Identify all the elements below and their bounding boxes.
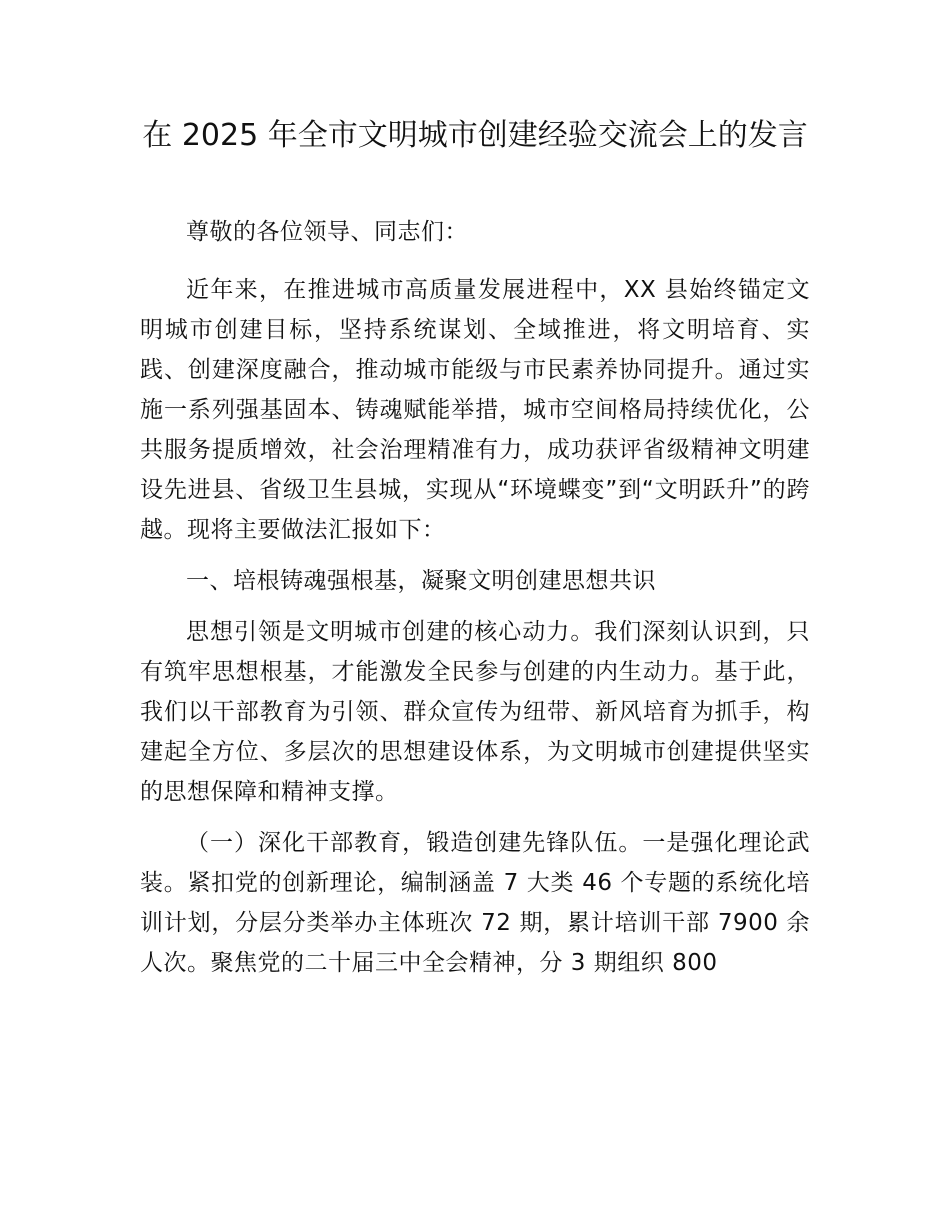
intro-paragraph: 近年来，在推进城市高质量发展进程中，XX 县始终锚定文明城市创建目标，坚持系统谋划、全域推进，将文明培育、实践、创建深度融合，推动城市能级与市民素养协同提升。通过实施一系列强基固本、铸魂赋能举措，城市空间格局持续优化，公共服务提质增效，社会治理精准有力，成功获评省级精神文明建设先进县、省级卫生县城，实现从“环境蝶变”到“文明跃升”的跨越。现将主要做法汇报如下：: [140, 277, 810, 543]
document-title: 在 2025 年全市文明城市创建经验交流会上的发言: [142, 118, 808, 153]
subsection-paragraph: （一）深化干部教育，锻造创建先锋队伍。一是强化理论武装。紧扣党的创新理论，编制涵盖 7 大类 46 个专题的系统化培训计划，分层分类举办主体班次 72 期，累计培训干部 7900 余人次。聚焦党的二十届三中全会精神，分 3 期组织 800: [140, 830, 810, 976]
body-paragraph: 思想引领是文明城市创建的核心动力。我们深刻认识到，只有筑牢思想根基，才能激发全民参与创建的内生动力。基于此，我们以干部教育为引领、群众宣传为纽带、新风培育为抓手，构建起全方位、多层次的思想建设体系，为文明城市创建提供坚实的思想保障和精神支撑。: [140, 619, 810, 805]
section-heading: 一、培根铸魂强根基，凝聚文明创建思想共识: [186, 568, 656, 594]
document-body: [140, 212, 810, 994]
salutation-paragraph: 尊敬的各位领导、同志们：: [186, 219, 468, 245]
